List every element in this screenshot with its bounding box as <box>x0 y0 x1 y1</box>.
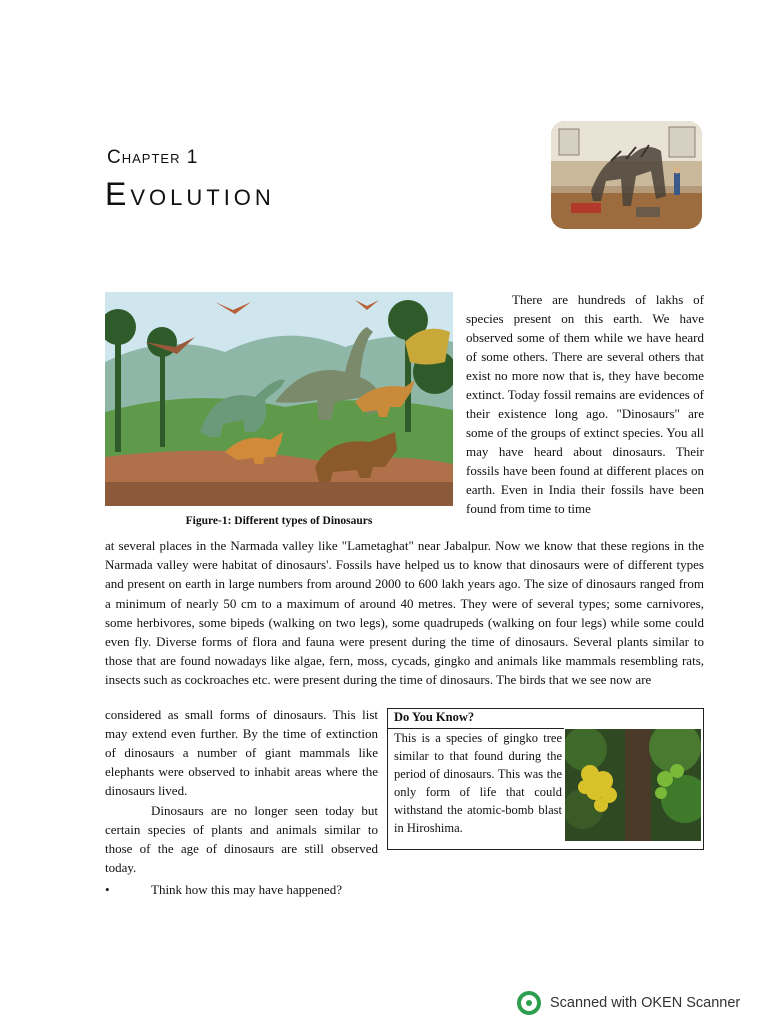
watermark-text: Scanned with OKEN Scanner <box>550 995 741 1011</box>
dinosaurs-figure <box>105 292 453 506</box>
fossil-museum-image <box>551 121 702 229</box>
scanner-watermark <box>517 991 740 1015</box>
ginkgo-tree-image <box>565 729 701 841</box>
second-paragraph <box>105 801 378 877</box>
intro-paragraph-full: at several places in the Narmada valley like "Lametaghat" near Jabalpur. Now we know that these regions in the Narmada valley were habitat of dinosaurs'. Fossils have helped us to know that dinosaurs were of different types and present on earth in large numbers from around 2000 to 600 lakh years ago. The size of dinosaurs ranged from a minimum of nearly 50 cm to a maximum of around 40 metres. They were of several types; some carnivores, some herbivores, some bipeds (walking on two legs), some quadrupeds (walking on four legs) while some could even fly. Diverse forms of flora and fauna were present during the time of dinosaurs. Several plants similar to those that are found nowadays like algae, fern, moss, cycads, gingko and animals like mammals resembling rats, insects such as cockroaches etc. were present during the time of dinosaurs. The birds that we see now are <box>105 538 704 688</box>
second-paragraph-text: Dinosaurs are no longer seen today but certain species of plants and animals similar to those of the age of dinosaurs are still observed today. <box>105 803 378 875</box>
do-you-know-text: This is a species of gingko tree similar to that found during the period of dinosaurs. This was the only form of life that could withstand the atomic-bomb blast in Hiroshima. <box>394 731 562 835</box>
intro-paragraph-right <box>466 290 704 518</box>
intro-paragraph-left: considered as small forms of dinosaurs. This list may extend even further. By the time of extinction of dinosaurs a number of giant mammals like elephants were observed to inhabit areas where the dinosaurs lived. <box>105 707 378 798</box>
do-you-know-box <box>387 708 704 850</box>
chapter-title: Evolution <box>105 176 275 212</box>
bullet-text: Think how this may have happened? <box>151 882 342 897</box>
oken-logo-icon <box>517 991 541 1015</box>
intro-right-text: There are hundreds of lakhs of species present on this earth. We have observed some of them while we have heard of some others. There are several others that exist no more now that is, they have become extinct. Today fossil remains are evidences of their existence long ago. "Dinosaurs" are some of the groups of extinct species. You all may have heard about dinosaurs. Their fossils have been found at different places on earth. Even in India their fossils have been found from time to time <box>466 292 704 516</box>
bullet-symbol: • <box>105 882 110 897</box>
do-you-know-title: Do You Know? <box>394 710 475 724</box>
figure-caption: Figure-1: Different types of Dinosaurs <box>185 515 373 527</box>
chapter-label: Chapter 1 <box>107 147 199 168</box>
